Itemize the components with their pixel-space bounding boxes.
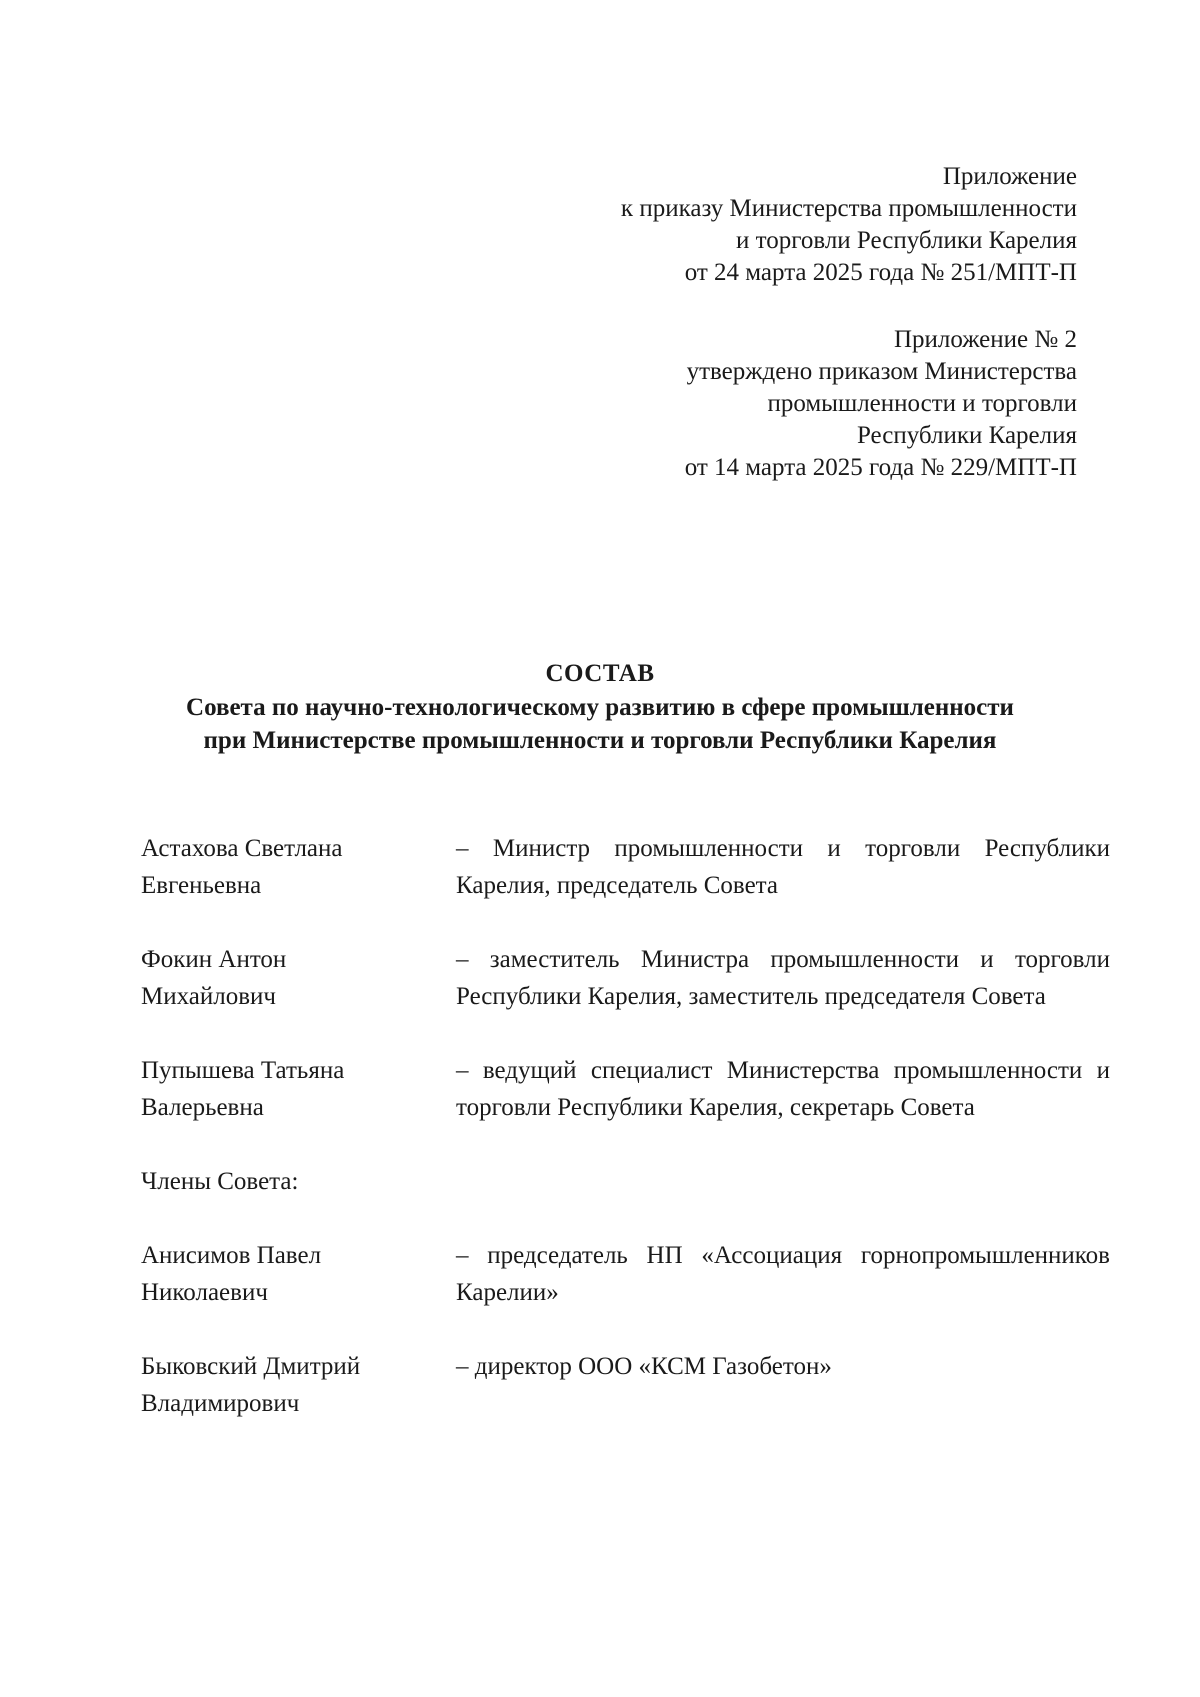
member-role: – директор ООО «КСМ Газобетон»: [456, 1353, 832, 1380]
document-title: [0, 657, 1200, 757]
appendix-1-line: к приказу Министерства промышленности: [620, 195, 1077, 222]
member-row: [141, 830, 1110, 904]
member-row: [141, 941, 1110, 1015]
appendix-2-line: утверждено приказом Министерства: [686, 358, 1077, 385]
title-main: СОСТАВ: [545, 660, 655, 687]
title-line: при Министерстве промышленности и торговли Республики Карелия: [203, 727, 997, 754]
member-name: Быковский Дмитрий Владимирович: [141, 1353, 361, 1417]
member-row: [141, 1052, 1110, 1126]
member-name: Пупышева Татьяна Валерьевна: [141, 1057, 345, 1121]
appendix-1-header: [621, 161, 1077, 289]
member-role: – заместитель Министра промышленности и торговли Республики Карелия, заместитель председателя Совета: [456, 946, 1110, 1010]
member-row: [141, 1348, 1110, 1422]
member-role: – ведущий специалист Министерства промышленности и торговли Республики Карелия, секретарь Совета: [456, 1057, 1110, 1121]
appendix-1-line: Приложение: [942, 163, 1077, 190]
appendix-2-line: от 14 марта 2025 года № 229/МПТ-П: [684, 454, 1077, 481]
council-composition: [141, 830, 1110, 1422]
appendix-2-line: Республики Карелия: [856, 422, 1077, 449]
member-name: Анисимов Павел Николаевич: [141, 1242, 322, 1306]
member-row: [141, 1237, 1110, 1311]
member-role: – Министр промышленности и торговли Республики Карелия, председатель Совета: [456, 835, 1110, 899]
appendix-1-line: от 24 марта 2025 года № 251/МПТ-П: [684, 259, 1077, 286]
member-name: Астахова Светлана Евгеньевна: [141, 835, 343, 899]
member-role: – председатель НП «Ассоциация горнопромышленников Карелии»: [456, 1242, 1110, 1306]
appendix-1-line: и торговли Республики Карелия: [736, 227, 1077, 254]
members-label: Члены Совета:: [141, 1168, 299, 1195]
title-line: Совета по научно-технологическому развитию в сфере промышленности: [186, 694, 1014, 721]
appendix-2-header: [685, 324, 1077, 484]
appendix-2-line: промышленности и торговли: [767, 390, 1077, 417]
member-name: Фокин Антон Михайлович: [141, 946, 287, 1010]
appendix-2-line: Приложение № 2: [893, 326, 1077, 353]
